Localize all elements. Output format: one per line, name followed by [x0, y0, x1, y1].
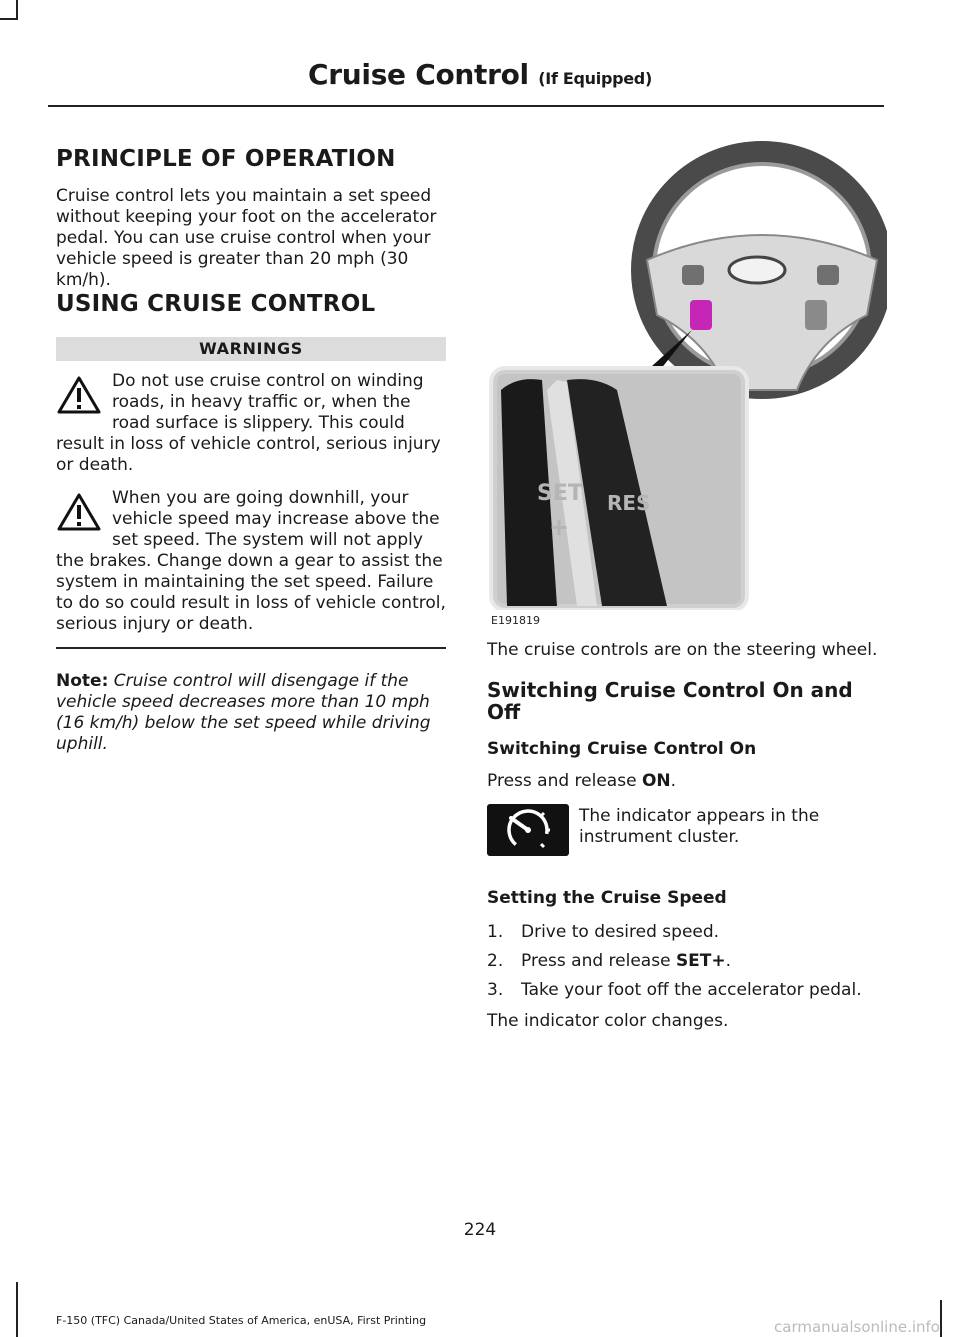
note-label: Note: — [56, 671, 109, 691]
figure-caption: The cruise controls are on the steering wheel. — [487, 640, 878, 660]
warnings-end-rule — [56, 647, 446, 649]
closing-text: The indicator color changes. — [487, 1011, 729, 1031]
list-item — [487, 922, 887, 943]
steering-wheel-illustration — [487, 140, 887, 610]
warning-triangle-icon — [56, 492, 102, 532]
list-item — [487, 980, 887, 1001]
page-title-main: Cruise Control — [308, 58, 529, 91]
watermark: carmanualsonline.info — [774, 1318, 940, 1336]
heading-switching-on: Switching Cruise Control On — [487, 739, 757, 759]
page-title-suffix: (If Equipped) — [538, 69, 652, 88]
heading-switching-on-off: Switching Cruise Control On and Off — [487, 678, 853, 724]
crop-mark — [16, 1282, 18, 1337]
plus-button-label: + — [549, 513, 570, 541]
set-plus-key: SET+ — [675, 951, 726, 971]
res-button-label: RES — [607, 491, 651, 515]
crop-mark — [940, 1300, 942, 1337]
warning-text-2: When you are going downhill, your vehicle speed may increase above the set speed. The system will not apply the brakes. Change down a gear to assist the system in maintaining the set speed. Failure to do so could result in loss of vehicle control, serious injury or death. — [56, 488, 446, 634]
header-rule — [48, 105, 884, 107]
press-suffix: . — [670, 771, 677, 791]
indicator-row — [487, 804, 887, 860]
publication-footer: F-150 (TFC) Canada/United States of America, enUSA, First Printing — [56, 1314, 427, 1327]
left-column — [56, 146, 446, 772]
steering-wheel-figure — [487, 140, 887, 627]
warnings-label: WARNINGS — [56, 337, 446, 361]
speedometer-icon — [487, 804, 569, 856]
step-number: 2. — [487, 951, 504, 971]
crop-mark — [16, 0, 18, 20]
step-text-suffix: . — [725, 951, 732, 971]
crop-mark — [0, 18, 16, 20]
page-number: 224 — [463, 1220, 497, 1240]
principle-text: Cruise control lets you maintain a set speed without keeping your foot on the accelerator pedal. You can use cruise control when your vehicle speed is greater than 20 mph (30 km/h). — [56, 186, 437, 290]
step-text: Drive to desired speed. — [521, 922, 720, 942]
set-button-label: SET — [537, 481, 583, 506]
note-text: Cruise control will disengage if the vehicle speed decreases more than 10 mph (16 km/h) below the set speed while driving uphill. — [56, 671, 431, 754]
cruise-button-highlight — [690, 300, 712, 330]
section-heading-using: USING CRUISE CONTROL — [56, 291, 376, 317]
step-text: Take your foot off the accelerator pedal. — [521, 980, 862, 1000]
step-text-prefix: Press and release — [521, 951, 676, 971]
right-column — [487, 140, 887, 1032]
heading-setting-speed: Setting the Cruise Speed — [487, 888, 727, 908]
warning-text-1: Do not use cruise control on winding roads, in heavy traffic or, when the road surface is slippery. This could result in loss of vehicle control, serious injury or death. — [56, 371, 441, 475]
step-number: 3. — [487, 980, 504, 1000]
note — [56, 671, 446, 755]
warning-item — [56, 371, 446, 476]
step-number: 1. — [487, 922, 504, 942]
press-prefix: Press and release — [487, 771, 642, 791]
list-item — [487, 951, 887, 972]
warning-item — [56, 488, 446, 635]
page-title — [0, 58, 960, 91]
section-heading-principle: PRINCIPLE OF OPERATION — [56, 146, 396, 172]
indicator-text: The indicator appears in the instrument cluster. — [579, 806, 820, 847]
warning-triangle-icon — [56, 375, 102, 415]
press-on-instruction — [487, 771, 887, 792]
on-key: ON — [641, 771, 671, 791]
figure-code: E191819 — [491, 614, 540, 627]
cruise-indicator-icon — [487, 804, 569, 856]
steps-list — [487, 922, 887, 1001]
